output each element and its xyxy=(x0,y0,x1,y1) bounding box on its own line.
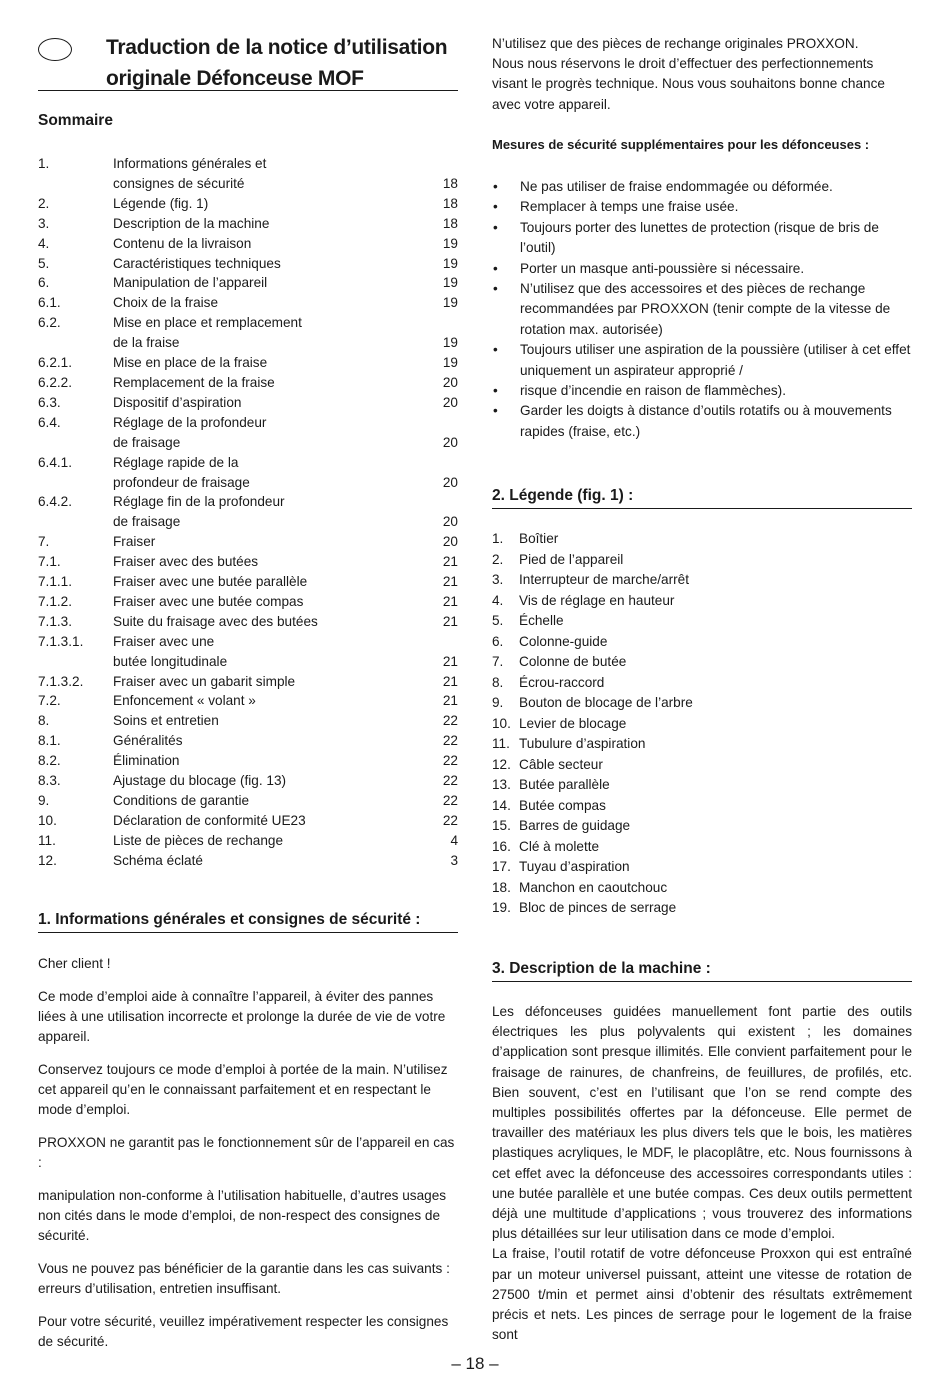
legend-item xyxy=(492,734,912,755)
safety-item xyxy=(492,177,912,197)
toc-text: Choix de la fraise xyxy=(113,295,219,311)
toc-number: 6.4.2. xyxy=(38,494,73,510)
toc-text: Légende (fig. 1) xyxy=(113,195,209,211)
toc-row xyxy=(38,512,458,532)
legend-text: Colonne de butée xyxy=(519,654,627,669)
legend-item xyxy=(492,857,912,878)
legend-number: 12. xyxy=(492,756,511,772)
toc-page: 18 xyxy=(442,175,458,191)
section1-paragraph: Ce mode d’emploi aide à connaître l’appareil, à éviter des pannes liées à une utilisation incorrecte et prolonge la durée de vie de votre appareil. xyxy=(38,988,446,1045)
section1-paragraph: Cher client ! xyxy=(38,956,111,971)
toc-text: Ajustage du blocage (fig. 13) xyxy=(113,773,287,789)
title-rule xyxy=(38,90,458,91)
toc-number xyxy=(38,652,113,672)
safety-item-text: risque d’incendie en raison de flammèches). xyxy=(520,383,786,399)
toc-row xyxy=(38,532,458,552)
toc-text: Réglage rapide de la xyxy=(113,454,239,470)
toc-number xyxy=(38,333,113,353)
legend-text: Butée compas xyxy=(519,797,606,813)
legend-item xyxy=(492,673,912,694)
toc-page: 22 xyxy=(442,793,458,808)
legend-number: 13. xyxy=(492,777,511,792)
toc-text: Réglage fin de la profondeur xyxy=(113,494,285,510)
safety-item-text: Remplacer à temps une fraise usée. xyxy=(520,199,739,215)
toc-number: 7.1.2. xyxy=(38,593,73,609)
toc-number: 12. xyxy=(38,852,57,868)
toc-row xyxy=(38,831,458,851)
legend-item xyxy=(492,632,912,653)
toc-row xyxy=(38,453,458,473)
legend-text: Butée parallèle xyxy=(519,777,610,792)
toc-page: 21 xyxy=(442,554,458,570)
toc-page: 20 xyxy=(442,514,458,530)
toc-page: 22 xyxy=(442,773,458,789)
toc-row xyxy=(38,413,458,433)
toc-page: 22 xyxy=(442,812,458,828)
toc-row xyxy=(38,771,458,791)
toc-page xyxy=(422,492,458,512)
section3-body xyxy=(492,1002,912,1345)
toc-row xyxy=(38,751,458,771)
legend-number: 3. xyxy=(492,572,504,587)
legend-number: 2. xyxy=(492,551,504,567)
bullet-icon: • xyxy=(493,260,498,276)
legend-number: 8. xyxy=(492,674,504,690)
table-of-contents xyxy=(38,154,458,871)
toc-number: 5. xyxy=(38,255,50,271)
toc-text: Déclaration de conformité UE23 xyxy=(113,812,306,828)
right-intro xyxy=(492,34,912,115)
toc-page: 20 xyxy=(442,534,458,550)
section1-body xyxy=(38,954,458,1352)
toc-row xyxy=(38,214,458,234)
legend-item xyxy=(492,550,912,571)
toc-number: 8. xyxy=(38,713,50,729)
toc-text: Élimination xyxy=(113,753,180,769)
toc-number: 7. xyxy=(38,534,50,550)
safety-item xyxy=(492,340,912,381)
legend-item xyxy=(492,652,912,673)
toc-number: 7.1.3.2. xyxy=(38,673,84,689)
section1-paragraph: manipulation non-conforme à l’utilisation habituelle, d’autres usages non cités dans le mode d’emploi, de non-respect des consignes de sécurité. xyxy=(38,1187,447,1244)
toc-number xyxy=(38,473,113,493)
toc-page: 21 xyxy=(442,653,458,669)
safety-item xyxy=(492,197,912,217)
toc-row xyxy=(38,194,458,214)
safety-item xyxy=(492,279,912,340)
toc-number: 8.3. xyxy=(38,773,61,789)
summary-heading: Sommaire xyxy=(38,112,113,129)
toc-number: 1. xyxy=(38,156,50,171)
toc-number: 2. xyxy=(38,195,50,211)
toc-page: 22 xyxy=(442,713,458,729)
toc-number: 7.1.3.1. xyxy=(38,633,84,649)
toc-text: butée longitudinale xyxy=(113,653,228,669)
toc-row xyxy=(38,612,458,632)
legend-text: Manchon en caoutchouc xyxy=(519,879,668,895)
toc-row xyxy=(38,632,458,652)
toc-text: Fraiser avec une butée parallèle xyxy=(113,574,308,590)
page-title: Traduction de la notice d’utilisation originale Défonceuse MOF xyxy=(106,36,448,90)
legend-text: Bouton de blocage de l’arbre xyxy=(519,695,693,710)
legend-text: Bloc de pinces de serrage xyxy=(519,900,677,915)
bullet-icon: • xyxy=(493,199,498,215)
legend-item xyxy=(492,796,912,817)
legend-number: 18. xyxy=(492,879,511,895)
toc-number: 10. xyxy=(38,812,57,828)
toc-text: Mise en place et remplacement xyxy=(113,315,302,331)
toc-page: 19 xyxy=(442,335,458,351)
toc-page: 19 xyxy=(442,235,458,251)
toc-text: Dispositif d’aspiration xyxy=(113,394,242,410)
toc-number: 9. xyxy=(38,793,50,808)
safety-item xyxy=(492,259,912,279)
toc-number: 6.2.2. xyxy=(38,374,73,390)
legend-list xyxy=(492,529,912,919)
safety-heading: Mesures de sécurité supplémentaires pour les défonceuses : xyxy=(492,137,870,152)
toc-text: consignes de sécurité xyxy=(113,175,245,191)
section1-paragraph: Pour votre sécurité, veuillez impérativement respecter les consignes de sécurité. xyxy=(38,1313,449,1350)
legend-number: 11. xyxy=(492,736,510,751)
toc-row xyxy=(38,811,458,831)
bullet-icon: • xyxy=(493,403,498,419)
bullet-icon: • xyxy=(493,219,498,235)
toc-page xyxy=(422,154,458,174)
legend-text: Câble secteur xyxy=(519,756,603,772)
legend-text: Écrou-raccord xyxy=(519,674,605,690)
legend-text: Levier de blocage xyxy=(519,715,627,731)
toc-page: 22 xyxy=(442,733,458,749)
toc-row xyxy=(38,492,458,512)
toc-number xyxy=(38,433,113,453)
toc-number xyxy=(38,512,113,532)
toc-text: Fraiser avec une butée compas xyxy=(113,593,304,609)
toc-number: 7.1.1. xyxy=(38,574,73,590)
intro-paragraph: Nous nous réservons le droit d’effectuer des perfectionnements visant le progrès technique. Nous vous souhaitons bonne chance avec votre appareil. xyxy=(492,56,885,112)
toc-page: 4 xyxy=(450,832,458,848)
toc-number: 7.1. xyxy=(38,554,61,570)
toc-row xyxy=(38,652,458,672)
legend-text: Tubulure d’aspiration xyxy=(519,736,646,751)
legend-text: Échelle xyxy=(519,613,564,628)
toc-row xyxy=(38,473,458,493)
legend-number: 17. xyxy=(492,859,511,874)
legend-number: 16. xyxy=(492,838,511,854)
legend-item xyxy=(492,878,912,899)
toc-row xyxy=(38,572,458,592)
toc-page: 19 xyxy=(442,295,458,311)
legend-text: Clé à molette xyxy=(519,838,600,854)
page-number: – 18 – xyxy=(451,1354,499,1373)
legend-text: Pied de l’appareil xyxy=(519,551,624,567)
toc-page: 21 xyxy=(442,673,458,689)
toc-number: 8.2. xyxy=(38,753,61,769)
toc-page: 20 xyxy=(442,474,458,490)
toc-number: 6.1. xyxy=(38,295,61,311)
safety-item xyxy=(492,401,912,442)
legend-text: Colonne-guide xyxy=(519,633,608,649)
toc-text: de fraisage xyxy=(113,434,181,450)
toc-number: 7.1.3. xyxy=(38,613,73,629)
section3-paragraph: Les défonceuses guidées manuellement font partie des outils électriques les plus polyvalents qui existent ; les domaines d’application sont presque illimités. Elle convient parfaitement pour le fraisage de rainures, de chanfreins, de feuillures, de profilés, etc. Bien souvent, c’est en l’utilisant que l’on se rend compte des multiples possibilités offertes par la défonceuse. Elle permet de travailler des matériaux les plus divers tels que le bois, les matières plastiques acryliques, le MDF, le placoplâtre, etc. Nous fournissons à cet effet avec la défonceuse des accessoires correspondants utiles : une butée parallèle et une butée compas. Ces deux outils permettent déjà une multitude d’applications ; vous trouverez des informations plus détaillées sur leur utilisation dans ce mode d’emploi. xyxy=(492,1004,912,1242)
toc-text: Fraiser xyxy=(113,534,156,550)
bullet-icon: • xyxy=(493,383,498,399)
toc-text: de la fraise xyxy=(113,335,180,351)
bullet-icon: • xyxy=(493,342,498,358)
toc-text: Soins et entretien xyxy=(113,713,219,729)
legend-number: 6. xyxy=(492,633,504,649)
toc-text: Fraiser avec une xyxy=(113,633,215,649)
toc-number: 8.1. xyxy=(38,733,61,749)
bullet-icon: • xyxy=(493,281,498,297)
section3-paragraph: La fraise, l’outil rotatif de votre défonceuse Proxxon qui est entraîné par un moteur universel puissant, atteint une vitesse de rotation de 27500 t/min et permet ainsi d’obtenir des résultats extrêmement précis et nets. Les pinces de serrage pour le logement de la fraise sont xyxy=(492,1246,912,1343)
toc-number: 6.2.1. xyxy=(38,355,73,371)
legend-number: 15. xyxy=(492,818,511,833)
toc-text: Réglage de la profondeur xyxy=(113,414,267,430)
toc-text: Contenu de la livraison xyxy=(113,235,252,251)
legend-item xyxy=(492,591,912,612)
toc-number: 6.4. xyxy=(38,414,61,430)
legend-item xyxy=(492,898,912,919)
legend-item xyxy=(492,714,912,735)
title-oval-mark xyxy=(38,38,72,61)
toc-text: Généralités xyxy=(113,733,183,749)
toc-page xyxy=(422,453,458,473)
legend-text: Boîtier xyxy=(519,531,559,546)
legend-text: Barres de guidage xyxy=(519,818,631,833)
safety-list xyxy=(492,177,912,442)
toc-number: 6.2. xyxy=(38,315,61,331)
toc-page: 19 xyxy=(442,355,458,371)
toc-text: profondeur de fraisage xyxy=(113,474,250,490)
toc-row xyxy=(38,313,458,333)
toc-page: 18 xyxy=(442,195,458,211)
section1-paragraph: Vous ne pouvez pas bénéficier de la garantie dans les cas suivants : erreurs d’utilisation, entretien insuffisant. xyxy=(38,1260,450,1297)
toc-text: Enfoncement « volant » xyxy=(113,693,256,709)
section1-heading: 1. Informations générales et consignes de sécurité : xyxy=(38,911,458,933)
legend-item xyxy=(492,693,912,714)
legend-number: 10. xyxy=(492,715,511,731)
toc-text: Conditions de garantie xyxy=(113,793,250,808)
toc-row xyxy=(38,791,458,811)
toc-row xyxy=(38,333,458,353)
toc-text: Manipulation de l’appareil xyxy=(113,275,268,291)
legend-text: Vis de réglage en hauteur xyxy=(519,592,675,608)
toc-row xyxy=(38,691,458,711)
safety-item xyxy=(492,381,912,401)
toc-page xyxy=(422,632,458,652)
toc-number: 11. xyxy=(38,832,56,848)
toc-text: de fraisage xyxy=(113,514,181,530)
toc-page: 22 xyxy=(442,753,458,769)
toc-page: 21 xyxy=(442,593,458,609)
toc-page: 19 xyxy=(442,275,458,291)
safety-item-text: Garder les doigts à distance d’outils rotatifs ou à mouvements rapides (fraise, etc.) xyxy=(520,403,892,439)
toc-page: 21 xyxy=(442,574,458,590)
toc-number: 6. xyxy=(38,275,50,291)
legend-number: 1. xyxy=(492,531,504,546)
safety-item-text: Toujours porter des lunettes de protection (risque de bris de l’outil) xyxy=(520,219,879,256)
toc-row xyxy=(38,552,458,572)
section1-paragraph: Conservez toujours ce mode d’emploi à portée de la main. N’utilisez cet appareil qu’en le connaissant parfaitement et en respectant le mode d’emploi. xyxy=(38,1061,448,1118)
toc-page: 21 xyxy=(442,693,458,709)
toc-page: 20 xyxy=(442,374,458,390)
safety-item-text: Toujours utiliser une aspiration de la poussière (utiliser à cet effet uniquement un aspirateur approprié / xyxy=(520,342,911,378)
section2-heading: 2. Légende (fig. 1) : xyxy=(492,487,912,509)
toc-text: Fraiser avec des butées xyxy=(113,554,259,570)
legend-number: 19. xyxy=(492,900,511,915)
legend-text: Interrupteur de marche/arrêt xyxy=(519,572,690,587)
toc-page: 3 xyxy=(450,852,458,868)
safety-item-text: N’utilisez que des accessoires et des pièces de rechange recommandées par PROXXON (tenir compte de la vitesse de rotation max. autorisée) xyxy=(520,281,891,337)
intro-line: N’utilisez que des pièces de rechange originales PROXXON. xyxy=(492,36,859,51)
legend-number: 5. xyxy=(492,613,504,628)
toc-row xyxy=(38,353,458,373)
toc-row xyxy=(38,293,458,313)
legend-text: Tuyau d’aspiration xyxy=(519,859,630,874)
safety-item-text: Porter un masque anti-poussière si nécessaire. xyxy=(520,260,805,276)
toc-number: 6.4.1. xyxy=(38,454,73,470)
legend-item xyxy=(492,816,912,837)
section1-paragraph: PROXXON ne garantit pas le fonctionnement sûr de l’appareil en cas : xyxy=(38,1134,455,1171)
toc-row xyxy=(38,672,458,692)
toc-row xyxy=(38,154,458,174)
toc-text: Description de la machine xyxy=(113,215,270,231)
legend-item xyxy=(492,837,912,858)
toc-number: 4. xyxy=(38,235,50,251)
toc-page xyxy=(422,413,458,433)
legend-number: 7. xyxy=(492,654,504,669)
toc-row xyxy=(38,731,458,751)
toc-row xyxy=(38,254,458,274)
toc-number: 7.2. xyxy=(38,693,61,709)
legend-item xyxy=(492,755,912,776)
toc-row xyxy=(38,433,458,453)
safety-item-text: Ne pas utiliser de fraise endommagée ou déformée. xyxy=(520,179,833,194)
toc-number: 3. xyxy=(38,215,50,231)
legend-item xyxy=(492,529,912,550)
toc-page: 19 xyxy=(442,255,458,271)
toc-row xyxy=(38,393,458,413)
toc-text: Suite du fraisage avec des butées xyxy=(113,613,318,629)
toc-text: Remplacement de la fraise xyxy=(113,374,275,390)
toc-text: Informations générales et xyxy=(113,156,267,171)
toc-text: Schéma éclaté xyxy=(113,852,203,868)
toc-row xyxy=(38,234,458,254)
toc-row xyxy=(38,373,458,393)
toc-page: 18 xyxy=(442,215,458,231)
toc-page: 20 xyxy=(442,394,458,410)
toc-row xyxy=(38,592,458,612)
toc-text: Liste de pièces de rechange xyxy=(113,832,284,848)
legend-item xyxy=(492,611,912,632)
legend-number: 4. xyxy=(492,592,504,608)
legend-item xyxy=(492,570,912,591)
toc-page: 21 xyxy=(442,613,458,629)
toc-number: 6.3. xyxy=(38,394,61,410)
toc-page: 20 xyxy=(442,434,458,450)
section3-heading: 3. Description de la machine : xyxy=(492,960,912,982)
toc-number xyxy=(38,174,113,194)
toc-row xyxy=(38,174,458,194)
toc-row xyxy=(38,711,458,731)
toc-text: Fraiser avec un gabarit simple xyxy=(113,673,296,689)
toc-row xyxy=(38,851,458,871)
toc-page xyxy=(422,313,458,333)
toc-row xyxy=(38,273,458,293)
toc-text: Mise en place de la fraise xyxy=(113,355,268,371)
legend-number: 9. xyxy=(492,695,504,710)
toc-text: Caractéristiques techniques xyxy=(113,255,281,271)
legend-number: 14. xyxy=(492,797,511,813)
safety-item xyxy=(492,218,912,259)
bullet-icon: • xyxy=(493,179,498,194)
legend-item xyxy=(492,775,912,796)
